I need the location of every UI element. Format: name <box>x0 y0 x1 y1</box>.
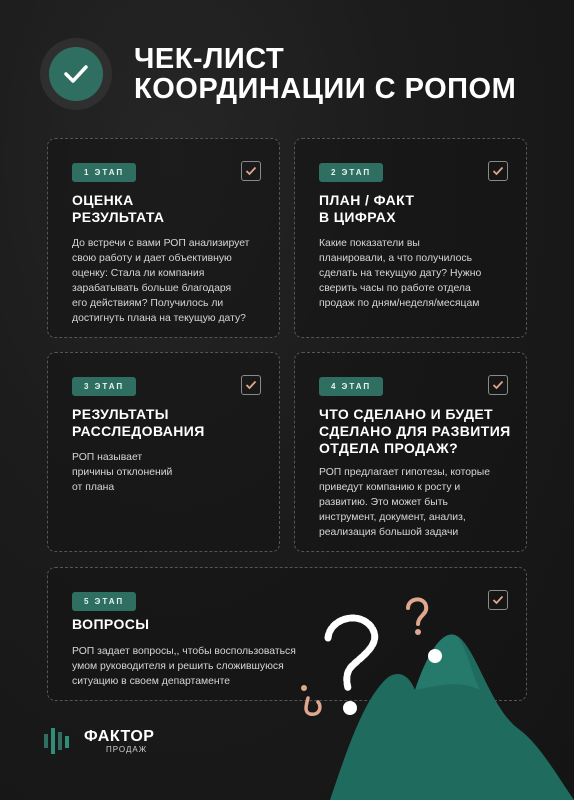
text-line: сверить часы по работе отдела <box>319 283 471 294</box>
stage-card-3 <box>47 352 280 552</box>
text-line: сделать на текущую дату? Нужно <box>319 268 482 279</box>
text-line: РОП предлагает гипотезы, которые <box>319 467 491 478</box>
stage-badge: 4 ЭТАП <box>319 377 383 396</box>
stage-badge: 3 ЭТАП <box>72 377 136 396</box>
stage-title <box>72 406 205 440</box>
text-line: РОП называет <box>72 452 143 463</box>
text-line: от плана <box>72 482 115 493</box>
stage-badge: 2 ЭТАП <box>319 163 383 182</box>
text-line: планировали, а что получилось <box>319 253 472 264</box>
stage-title <box>72 192 164 226</box>
stage-title-line: РЕЗУЛЬТАТЫ <box>72 406 169 422</box>
text-line: свою работу и дает объективную <box>72 253 232 264</box>
stage-description <box>72 236 249 326</box>
check-badge <box>40 38 112 110</box>
checkbox[interactable] <box>241 161 261 181</box>
check-icon <box>245 166 257 176</box>
logo-name: ФАКТОР <box>84 727 155 745</box>
text-line: реализация большой задачи <box>319 527 459 538</box>
check-icon <box>63 63 89 85</box>
text-line: достигнуть плана на текущую дату? <box>72 313 246 324</box>
text-line: развитию. Это может быть <box>319 497 448 508</box>
check-icon <box>492 166 504 176</box>
stage-card-4 <box>294 352 527 552</box>
stage-description <box>72 450 172 495</box>
text-line: ситуацию в своем департаменте <box>72 676 231 687</box>
text-line: его действиям? Получилось ли <box>72 298 224 309</box>
text-line: До встречи с вами РОП анализирует <box>72 238 250 249</box>
stage-title-line: РЕЗУЛЬТАТА <box>72 209 165 225</box>
stage-title-line: ВОПРОСЫ <box>72 616 150 632</box>
stage-title-line: РАССЛЕДОВАНИЯ <box>72 423 205 439</box>
checkbox[interactable] <box>488 161 508 181</box>
stage-description <box>319 465 490 540</box>
question-mountain-illustration <box>290 580 574 800</box>
text-line: умом руководителя и решить сложившуюся <box>72 661 284 672</box>
stage-title <box>319 406 511 457</box>
stage-title-line: ПЛАН / ФАКТ <box>319 192 415 208</box>
header <box>40 38 516 110</box>
page-title <box>134 44 516 104</box>
checkbox[interactable] <box>241 375 261 395</box>
text-line: зарабатывать больше благодаря <box>72 283 232 294</box>
stage-title <box>72 616 149 633</box>
stage-title-line: ОТДЕЛА ПРОДАЖ? <box>319 440 459 456</box>
stage-title-line: ЧТО СДЕЛАНО И БУДЕТ <box>319 406 494 422</box>
text-line: причины отклонений <box>72 467 173 478</box>
stage-card-1 <box>47 138 280 338</box>
stage-badge: 1 ЭТАП <box>72 163 136 182</box>
dot-icon <box>428 649 442 663</box>
text-line: оценку: Стала ли компания <box>72 268 205 279</box>
stage-title <box>319 192 414 226</box>
text-line: инструмент, документ, анализ, <box>319 512 466 523</box>
text-line: продаж по дням/неделя/месяцам <box>319 298 480 309</box>
brand-logo <box>44 728 154 754</box>
question-mark-icon <box>343 701 357 715</box>
stage-title-line: В ЦИФРАХ <box>319 209 396 225</box>
stage-description <box>319 236 481 311</box>
check-icon <box>492 380 504 390</box>
check-icon <box>245 380 257 390</box>
stage-badge: 5 ЭТАП <box>72 592 136 611</box>
stage-description <box>72 644 296 689</box>
page-title-line-2: КООРДИНАЦИИ С РОПОМ <box>134 73 517 105</box>
page-title-line-1: ЧЕК-ЛИСТ <box>134 43 285 75</box>
text-line: РОП задает вопросы,, чтобы воспользоваться <box>72 646 296 657</box>
stage-title-line: ОЦЕНКА <box>72 192 134 208</box>
logo-bars-icon <box>44 728 74 754</box>
stage-title-line: СДЕЛАНО ДЛЯ РАЗВИТИЯ <box>319 423 511 439</box>
text-line: приведут компанию к росту и <box>319 482 461 493</box>
checkbox[interactable] <box>488 375 508 395</box>
stage-card-2 <box>294 138 527 338</box>
logo-subtitle: ПРОДАЖ <box>106 744 148 754</box>
text-line: Какие показатели вы <box>319 238 420 249</box>
